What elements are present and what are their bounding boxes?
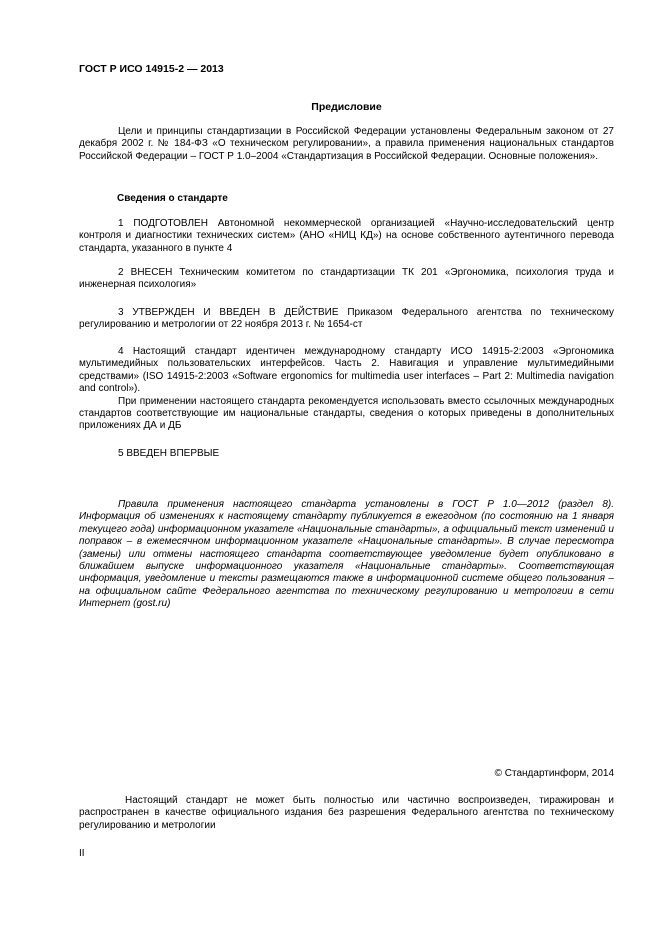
item-1-block (79, 218, 614, 255)
notice-block (79, 499, 614, 611)
copyright-text: © Стандартинформ, 2014 (494, 768, 614, 779)
document-header: ГОСТ Р ИСО 14915-2 — 2013 (79, 63, 224, 75)
footer-note (79, 795, 614, 832)
intro-block (79, 126, 614, 163)
section-title: Сведения о стандарте (117, 193, 228, 204)
item-paragraph-1: 1 ПОДГОТОВЛЕН Автономной некоммерческой организацией «Научно-исследовательский центр контроля и диагностики технических систем» (АНО «НИЦ КД») на основе собственного аутентичного перевода стандарта, указанного в пункте 4 (79, 218, 614, 254)
notice-paragraph: Правила применения настоящего стандарта установлены в ГОСТ Р 1.0—2012 (раздел 8). Информация об изменениях к настоящему стандарту публикуется в ежегодном (по состоянию на 1 января текущего года) информационном указателе «Национальные стандарты», а официальный текст изменений и поправок – в ежемесячном информационном указателе «Национальные стандарты». В случае пересмотра (замены) или отмены настоящего стандарта соответствующее уведомление будет опубликовано в ближайшем выпуске информационного указателя «Национальные стандарты». Соответствующая информация, уведомление и тексты размещаются также в информационной системе общего пользования – на официальном сайте Федерального агентства по техническому регулированию и метрологии в сети Интернет (gost.ru) (79, 499, 614, 610)
item-2-block (79, 267, 614, 292)
page-number: II (79, 848, 85, 859)
item-paragraph-5: 5 ВВЕДЕН ВПЕРВЫЕ (118, 448, 220, 459)
item-paragraph-4-note: При применении настоящего стандарта рекомендуется использовать вместо ссылочных международных стандартов соответствующие им национальные стандарты, сведения о которых приведены в дополнительных приложениях ДА и ДБ (79, 395, 614, 432)
item-4-block (79, 346, 614, 433)
item-paragraph-3: 3 УТВЕРЖДЕН И ВВЕДЕН В ДЕЙСТВИЕ Приказом Федерального агентства по техническому регулированию и метрологии от 22 ноября 2013 г. № 1654-ст (79, 307, 614, 331)
footer-note-paragraph: Настоящий стандарт не может быть полностью или частично воспроизведен, тиражирован и распространен в качестве официального издания без разрешения Федерального агентства по техническому регулированию и метрологии (79, 795, 614, 831)
item-paragraph-4: 4 Настоящий стандарт идентичен международному стандарту ИСО 14915-2:2003 «Эргономика мультимедийных пользовательских интерфейсов. Часть 2. Навигация и управление мультимедийными средствами» (ISO 14915-2:2003 «Software ergonomics for multimedia user interfaces – Part 2: Multimedia navigation and control»). (79, 346, 614, 395)
page-title: Предисловие (311, 101, 382, 113)
item-5-block (79, 448, 614, 460)
intro-paragraph: Цели и принципы стандартизации в Российской Федерации установлены Федеральным законом от 27 декабря 2002 г. № 184-ФЗ «О техническом регулировании», а правила применения национальных стандартов Российской Федерации – ГОСТ Р 1.0–2004 «Стандартизация в Российской Федерации. Основные положения». (79, 126, 614, 162)
item-3-block (79, 307, 614, 332)
item-paragraph-2: 2 ВНЕСЕН Техническим комитетом по стандартизации ТК 201 «Эргономика, психология труда и инженерная психология» (79, 267, 614, 291)
